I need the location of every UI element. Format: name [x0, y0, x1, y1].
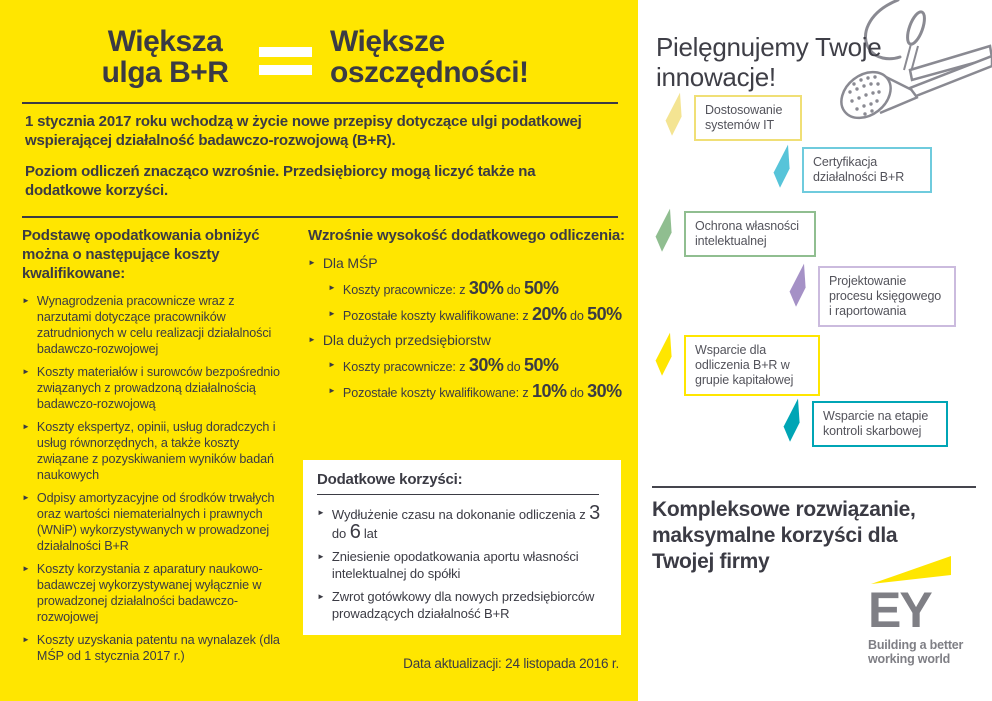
bullet-icon: ►: [328, 360, 336, 369]
percent-value: 30%: [468, 355, 504, 375]
drop-icon: [654, 330, 678, 376]
additional-benefits-title: Dodatkowe korzyści:: [317, 471, 599, 495]
summary-heading: Kompleksowe rozwiązanie, maksymalne korzyści dla Twojej firmy: [652, 498, 916, 573]
service-label: Wsparcie na etapie kontroli skarbowej: [823, 409, 929, 438]
group-label-row: [308, 255, 626, 272]
list-item-text: Koszty pracownicze: z 30% do 50%: [342, 355, 559, 375]
list-item: [317, 549, 607, 582]
list-item-text: Koszty uzyskania patentu na wynalazek (dla MŚP od 1 stycznia 2017 r.): [36, 633, 280, 663]
group-label: Dla MŚP: [322, 255, 378, 271]
list-item: [22, 419, 290, 483]
list-item-text: Zniesienie opodatkowania aportu własności intelektualnej do spółki: [331, 549, 579, 581]
qualified-costs-heading: Podstawę opodatkowania obniżyć można o następujące koszty kwalifikowane:: [22, 227, 260, 282]
bullet-icon: ►: [22, 296, 30, 305]
list-item-text: Zwrot gotówkowy dla nowych przedsiębiorców prowadzących działalność B+R: [331, 589, 595, 621]
service-label: Projektowanie procesu księgowego i raportowania: [829, 274, 942, 318]
service-box: [684, 211, 816, 257]
group-label: Dla dużych przedsiębiorstw: [322, 332, 491, 348]
deduction-increase-heading: Wzrośnie wysokość dodatkowego odliczenia:: [308, 227, 625, 244]
service-box: [802, 147, 932, 193]
right-panel: [638, 0, 992, 701]
service-item: [654, 206, 816, 257]
bullet-icon: ►: [317, 592, 325, 601]
headline-right: [330, 26, 620, 88]
list-item-text: Koszty korzystania z aparatury naukowo- badawczej wykorzystywanej wyłącznie w prowadzonej działalności badawczo-rozwojowej: [36, 562, 263, 624]
years-value: 3: [589, 502, 600, 524]
service-item: [654, 330, 820, 396]
percent-value: 30%: [468, 278, 504, 298]
list-item: [22, 490, 290, 554]
service-box: [684, 335, 820, 396]
divider: [22, 102, 618, 104]
headline-right-line2: oszczędności!: [330, 56, 529, 89]
drop-icon: [782, 396, 806, 442]
headline-left-line2: ulga B+R: [101, 56, 229, 89]
bullet-icon: ►: [22, 493, 30, 502]
headline-right-line1: Większe: [330, 25, 445, 58]
drop-icon: [788, 261, 812, 307]
service-item: [788, 261, 956, 327]
intro-paragraph-2: Poziom odliczeń znacząco wzrośnie. Przedsiębiorcy mogą liczyć także na dodatkowe korzyści.: [25, 163, 536, 199]
deduction-increase-column: [308, 226, 626, 409]
ey-logo-tagline: Building a better working world: [868, 638, 964, 666]
years-value: 6: [349, 520, 361, 543]
headline-left-line1: Większa: [107, 25, 223, 58]
list-item: [317, 502, 607, 543]
group-label-row: [308, 332, 626, 349]
percent-value: 20%: [532, 304, 567, 324]
service-label: Ochrona własności intelektualnej: [695, 219, 799, 248]
bullet-icon: ►: [317, 508, 325, 517]
percent-value: 50%: [523, 355, 559, 375]
bullet-icon: ►: [328, 283, 336, 292]
list-item: [328, 280, 626, 298]
list-item: [328, 306, 626, 324]
service-label: Certyfikacja działalności B+R: [813, 155, 905, 184]
bullet-icon: ►: [317, 552, 325, 561]
list-item-text: Wynagrodzenia pracownicze wraz z narzutami dotyczące pracowników zatrudnionych w celu realizacji działalności badawczo-rozwojowej: [36, 294, 272, 356]
percent-value: 10%: [532, 381, 567, 401]
bullet-icon: ►: [328, 309, 336, 318]
bullet-icon: ►: [22, 635, 30, 644]
intro-text: [25, 112, 607, 212]
qualified-costs-column: [22, 226, 290, 671]
list-item: [22, 364, 290, 412]
list-item-text: Koszty pracownicze: z 30% do 50%: [342, 278, 559, 298]
list-item-text: Pozostałe koszty kwalifikowane: z 20% do 50%: [342, 304, 622, 324]
bullet-icon: ►: [308, 335, 316, 344]
intro-paragraph-1: 1 stycznia 2017 roku wchodzą w życie nowe przepisy dotyczące ulgi podatkowej wspierającej działalność badawczo-rozwojową (B+R).: [25, 113, 582, 149]
bullet-icon: ►: [328, 386, 336, 395]
service-box: [812, 401, 948, 447]
list-item: [22, 293, 290, 357]
bullet-icon: ►: [22, 422, 30, 431]
update-date: Data aktualizacji: 24 listopada 2016 r.: [403, 656, 619, 671]
service-item: [782, 396, 948, 447]
list-item-text: Koszty ekspertyz, opinii, usług doradczych i usług równorzędnych, a także koszty związane z pozyskiwaniem wyników badań naukowych: [36, 420, 276, 482]
drop-icon: [664, 90, 688, 136]
list-item: [22, 632, 290, 664]
drop-icon: [654, 206, 678, 252]
divider: [22, 216, 618, 218]
divider: [652, 486, 976, 488]
list-item-text: Odpisy amortyzacyjne od środków trwałych oraz wartości niematerialnych i prawnych (WNiP) wykorzystywanych w prowadzonej działalności B+R: [36, 491, 275, 553]
bullet-icon: ►: [22, 367, 30, 376]
bullet-icon: ►: [22, 564, 30, 573]
list-item: [22, 561, 290, 625]
list-item: [328, 383, 626, 401]
list-item: [317, 589, 607, 622]
list-item: [328, 357, 626, 375]
service-item: [664, 90, 802, 141]
drop-icon: [772, 142, 796, 188]
service-label: Wsparcie dla odliczenia B+R w grupie kapitałowej: [695, 343, 794, 387]
list-item-text: Wydłużenie czasu na dokonanie odliczenia z 3 do 6 lat: [331, 502, 600, 543]
headline-left: [86, 26, 244, 88]
percent-value: 50%: [587, 304, 622, 324]
service-item: [772, 142, 932, 193]
list-item-text: Koszty materiałów i surowców bezpośrednio związanych z prowadzoną działalnością badawczo-rozwojową: [36, 365, 280, 411]
ey-logo-text: EY: [868, 582, 931, 638]
list-item-text: Pozostałe koszty kwalifikowane: z 10% do 30%: [342, 381, 622, 401]
service-label: Dostosowanie systemów IT: [705, 103, 783, 132]
service-box: [818, 266, 956, 327]
ey-logo: [868, 556, 968, 666]
equals-icon: [259, 47, 312, 83]
percent-value: 50%: [523, 278, 559, 298]
ey-beam-icon: [871, 556, 951, 585]
service-box: [694, 95, 802, 141]
additional-benefits-box: [303, 460, 621, 635]
bullet-icon: ►: [308, 258, 316, 267]
percent-value: 30%: [587, 381, 622, 401]
right-panel-heading: Pielęgnujemy Twoje innowacje!: [656, 32, 882, 92]
